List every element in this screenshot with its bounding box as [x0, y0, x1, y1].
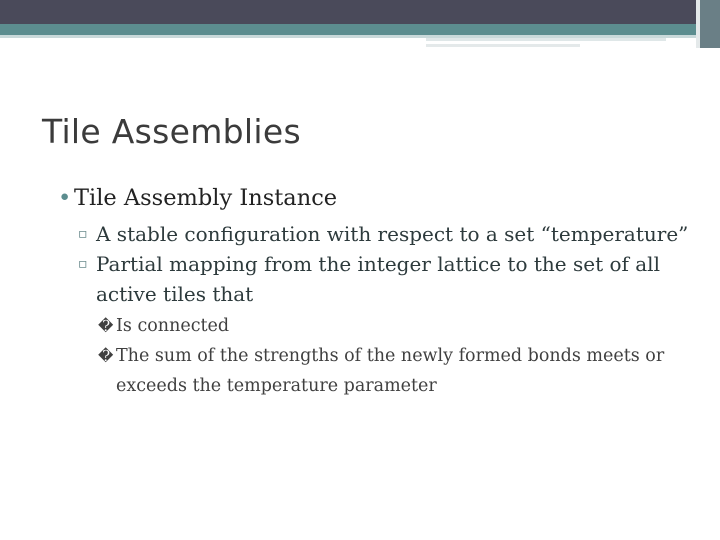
top-right-corner-block	[700, 0, 720, 48]
bullet-level2-stable-configuration	[78, 219, 698, 249]
bullet-text: A stable configuration with respect to a set “temperature”	[96, 222, 689, 246]
slide-title: Tile Assemblies	[42, 112, 301, 151]
bullet-text: Tile Assembly Instance	[74, 185, 338, 211]
top-right-corner-strip	[696, 0, 700, 48]
bullet-square-icon: ▫	[78, 256, 88, 272]
bullet-square-icon: ▫	[78, 226, 88, 242]
bullet-level2-partial-mapping	[78, 249, 698, 309]
bullet-level3-sum-of-strengths	[98, 341, 698, 401]
top-teal-band	[0, 24, 720, 35]
bullet-missing-glyph-icon: �	[98, 347, 114, 365]
top-accent-line-1	[426, 38, 666, 41]
top-accent-line-2	[426, 44, 580, 47]
bullet-dot-icon: •	[58, 185, 72, 211]
bullet-level1-tile-assembly-instance	[58, 183, 698, 213]
bullet-level3-is-connected	[98, 311, 698, 341]
slide-content	[58, 183, 698, 401]
top-dark-band	[0, 0, 720, 24]
bullet-text: The sum of the strengths of the newly formed bonds meets or exceeds the temperature parameter	[116, 346, 665, 396]
bullet-text: Is connected	[116, 316, 230, 336]
bullet-text: Partial mapping from the integer lattice to the set of all active tiles that	[96, 252, 660, 306]
bullet-missing-glyph-icon: �	[98, 317, 114, 335]
